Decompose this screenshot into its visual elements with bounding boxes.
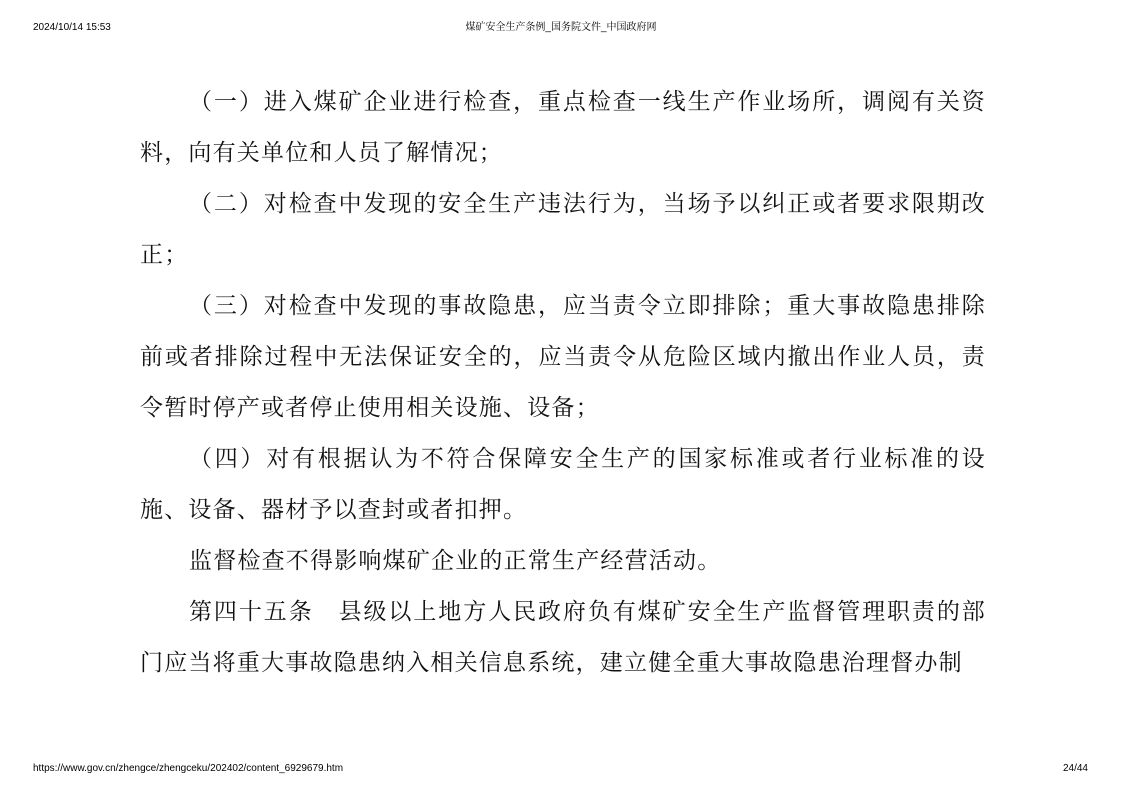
- paragraph-item-1: （一）进入煤矿企业进行检查，重点检查一线生产作业场所，调阅有关资料，向有关单位和人员了解情况；: [140, 89, 986, 166]
- paragraph-supervision: 监督检查不得影响煤矿企业的正常生产经营活动。: [189, 548, 722, 574]
- page-number: 24/44: [1062, 763, 1088, 774]
- paragraph-item-4: （四）对有根据认为不符合保障安全生产的国家标准或者行业标准的设施、设备、器材予以查封或者扣押。: [140, 446, 986, 523]
- document-body: [140, 77, 986, 689]
- paragraph-item-3: （三）对检查中发现的事故隐患，应当责令立即排除；重大事故隐患排除前或者排除过程中无法保证安全的，应当责令从危险区域内撤出作业人员，责令暂时停产或者停止使用相关设施、设备；: [140, 293, 986, 421]
- source-url: https://www.gov.cn/zhengce/zhengceku/202402/content_6929679.htm: [33, 763, 344, 774]
- paragraph-item-2: （二）对检查中发现的安全生产违法行为，当场予以纠正或者要求限期改正；: [140, 191, 986, 268]
- paragraph-article-45: 第四十五条 县级以上地方人民政府负有煤矿安全生产监督管理职责的部门应当将重大事故隐患纳入相关信息系统，建立健全重大事故隐患治理督办制: [140, 599, 986, 676]
- page-title: 煤矿安全生产条例_国务院文件_中国政府网: [465, 22, 657, 33]
- print-datetime: 2024/10/14 15:53: [33, 22, 111, 33]
